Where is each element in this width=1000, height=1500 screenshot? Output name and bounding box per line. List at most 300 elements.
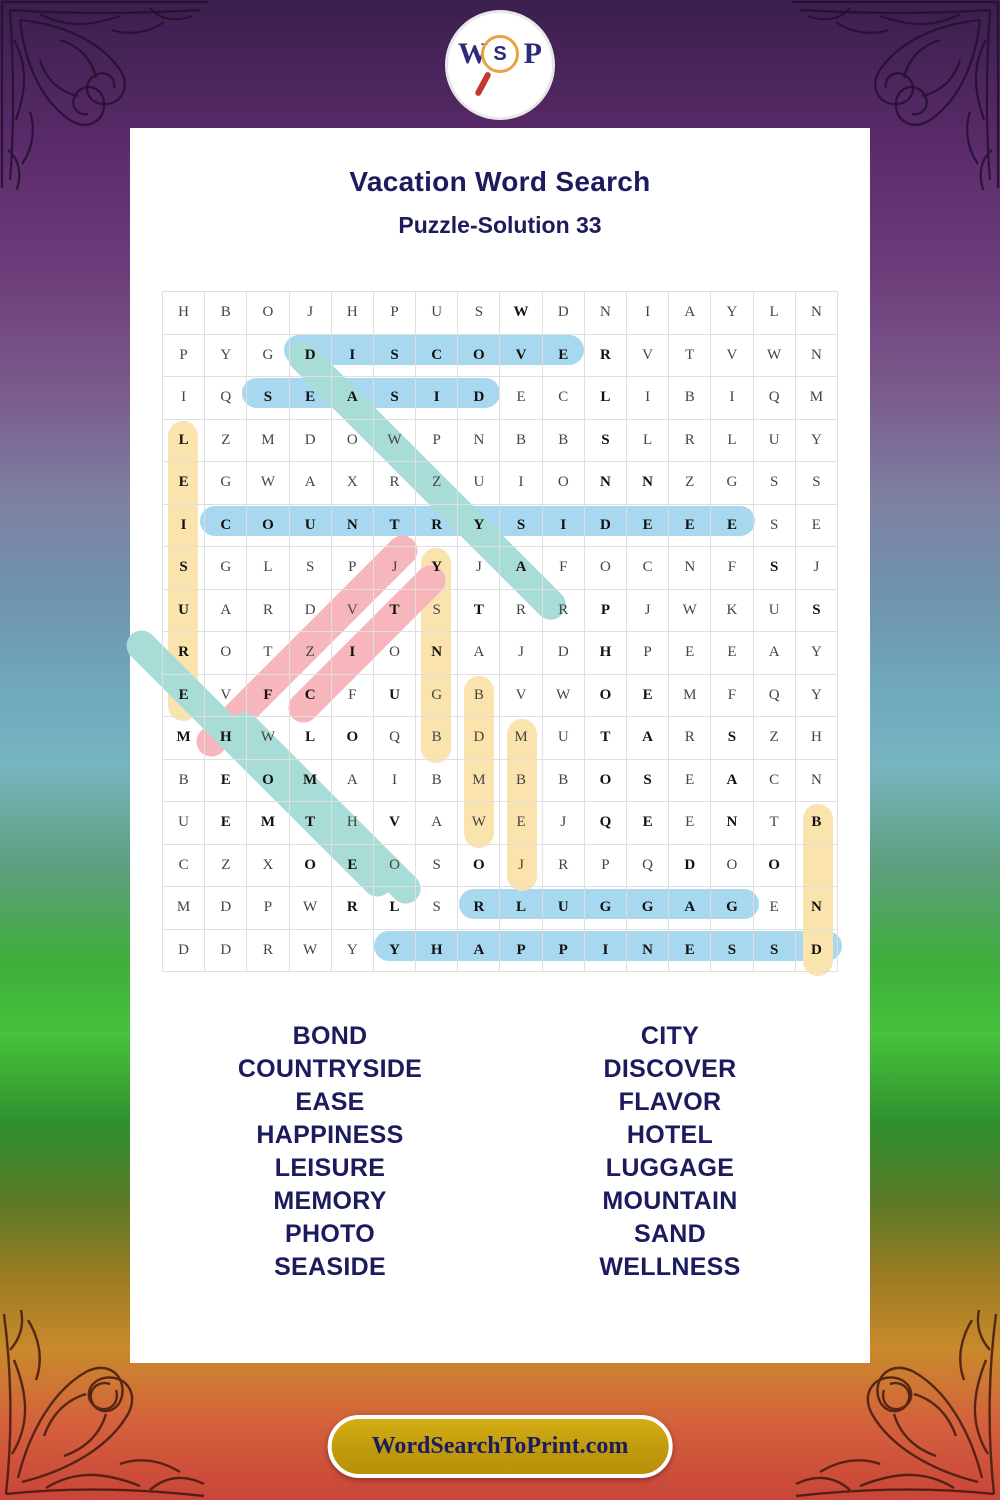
grid-cell[interactable]: A (753, 632, 795, 675)
grid-cell[interactable]: B (458, 674, 500, 717)
grid-cell[interactable]: X (331, 462, 373, 505)
grid-cell[interactable]: L (247, 547, 289, 590)
grid-cell[interactable]: L (627, 419, 669, 462)
grid-cell[interactable]: H (163, 292, 205, 335)
grid-row (163, 504, 838, 547)
site-logo (445, 10, 555, 120)
grid-cell[interactable]: H (331, 292, 373, 335)
grid-cell[interactable]: A (669, 887, 711, 930)
word-list-item: DISCOVER (603, 1055, 737, 1083)
grid-cell[interactable]: E (627, 504, 669, 547)
grid-cell[interactable]: I (373, 759, 415, 802)
grid-cell[interactable]: A (627, 717, 669, 760)
grid-cell[interactable]: D (458, 377, 500, 420)
grid-cell[interactable]: Y (416, 547, 458, 590)
grid-cell[interactable]: R (669, 717, 711, 760)
grid-cell[interactable]: D (205, 929, 247, 972)
grid-cell[interactable]: P (584, 844, 626, 887)
grid-cell[interactable]: L (584, 377, 626, 420)
grid-cell[interactable]: Q (753, 674, 795, 717)
grid-cell[interactable]: Y (373, 929, 415, 972)
grid-cell[interactable]: U (458, 462, 500, 505)
word-list-item: SAND (633, 1220, 707, 1248)
grid-cell[interactable]: L (753, 292, 795, 335)
grid-cell[interactable]: F (711, 674, 753, 717)
grid-cell[interactable]: E (795, 504, 837, 547)
grid-cell[interactable]: W (289, 929, 331, 972)
grid-cell[interactable]: S (247, 377, 289, 420)
grid-cell[interactable]: I (711, 377, 753, 420)
grid-cell[interactable]: D (542, 632, 584, 675)
grid-cell[interactable]: T (669, 334, 711, 377)
grid-cell[interactable] (795, 844, 837, 887)
grid-cell[interactable]: O (247, 759, 289, 802)
grid-cell[interactable]: I (331, 632, 373, 675)
word-list (180, 1020, 820, 1284)
grid-cell[interactable]: L (711, 419, 753, 462)
grid-cell[interactable]: S (711, 717, 753, 760)
word-list-column-right (520, 1020, 820, 1284)
website-button[interactable] (328, 1415, 673, 1478)
grid-cell[interactable]: O (247, 504, 289, 547)
grid-cell[interactable]: V (711, 334, 753, 377)
word-list-item: PHOTO (285, 1220, 375, 1248)
grid-cell[interactable]: J (373, 547, 415, 590)
grid-cell[interactable]: R (542, 589, 584, 632)
grid-cell[interactable]: S (373, 377, 415, 420)
grid-cell[interactable]: L (373, 887, 415, 930)
grid-cell[interactable]: B (795, 802, 837, 845)
grid-row (163, 844, 838, 887)
grid-cell[interactable]: R (669, 419, 711, 462)
grid-cell[interactable]: G (416, 674, 458, 717)
page-title: Vacation Word Search (349, 166, 651, 197)
grid-cell[interactable]: Y (205, 334, 247, 377)
grid-cell[interactable]: R (584, 334, 626, 377)
grid-cell[interactable]: A (289, 462, 331, 505)
grid-row (163, 419, 838, 462)
grid-cell[interactable]: B (542, 759, 584, 802)
grid-cell[interactable]: C (753, 759, 795, 802)
grid-cell[interactable]: I (542, 504, 584, 547)
grid-cell[interactable]: V (500, 334, 542, 377)
grid-cell[interactable]: S (163, 547, 205, 590)
grid-cell[interactable]: A (458, 632, 500, 675)
grid-cell[interactable]: P (542, 929, 584, 972)
grid-cell[interactable]: H (416, 929, 458, 972)
grid-cell[interactable]: M (669, 674, 711, 717)
word-list-item: CITY (640, 1022, 700, 1050)
word-search-grid[interactable] (162, 291, 838, 972)
grid-cell[interactable]: A (205, 589, 247, 632)
grid-cell[interactable]: Z (289, 632, 331, 675)
grid-cell[interactable]: N (795, 759, 837, 802)
grid-cell[interactable]: D (163, 929, 205, 972)
grid-cell[interactable]: U (373, 674, 415, 717)
grid-cell[interactable]: I (627, 292, 669, 335)
grid-cell[interactable]: Z (753, 717, 795, 760)
grid-cell[interactable]: D (584, 504, 626, 547)
grid-cell[interactable]: N (627, 929, 669, 972)
grid-cell[interactable]: O (584, 547, 626, 590)
grid-cell[interactable]: Y (711, 292, 753, 335)
grid-cell[interactable]: Z (205, 844, 247, 887)
grid-cell[interactable]: U (163, 589, 205, 632)
word-list-item: HOTEL (626, 1121, 714, 1149)
grid-cell[interactable]: E (331, 844, 373, 887)
grid-cell[interactable]: P (500, 929, 542, 972)
grid-row (163, 589, 838, 632)
grid-cell[interactable]: S (795, 589, 837, 632)
grid-cell[interactable]: P (247, 887, 289, 930)
grid-cell[interactable]: Z (669, 462, 711, 505)
word-list-column-left (180, 1020, 480, 1284)
grid-cell[interactable]: J (289, 292, 331, 335)
grid-cell[interactable]: Q (373, 717, 415, 760)
grid-row (163, 334, 838, 377)
grid-cell[interactable]: G (711, 462, 753, 505)
grid-cell[interactable]: F (711, 547, 753, 590)
grid-cell[interactable]: C (205, 504, 247, 547)
grid-cell[interactable]: O (331, 419, 373, 462)
grid-cell[interactable]: U (753, 419, 795, 462)
grid-cell[interactable]: E (163, 674, 205, 717)
grid-cell[interactable]: B (500, 759, 542, 802)
grid-cell[interactable]: E (163, 462, 205, 505)
grid-cell[interactable]: M (247, 802, 289, 845)
grid-cell[interactable]: S (416, 887, 458, 930)
grid-cell[interactable]: J (627, 589, 669, 632)
grid-cell[interactable]: D (289, 589, 331, 632)
grid-cell[interactable]: T (247, 632, 289, 675)
grid-cell[interactable]: R (247, 589, 289, 632)
grid-cell[interactable]: R (247, 929, 289, 972)
logo-letter-p: P (523, 37, 542, 70)
grid-cell[interactable]: R (373, 462, 415, 505)
grid-cell[interactable]: O (711, 844, 753, 887)
grid-cell[interactable]: Q (205, 377, 247, 420)
grid-cell[interactable]: D (205, 887, 247, 930)
grid-cell[interactable]: D (795, 929, 837, 972)
grid-cell[interactable]: J (500, 844, 542, 887)
logo-letter-w: W (458, 37, 488, 70)
grid-cell[interactable]: U (163, 802, 205, 845)
grid-cell[interactable]: N (795, 292, 837, 335)
grid-cell[interactable]: E (669, 504, 711, 547)
grid-cell[interactable]: N (331, 504, 373, 547)
grid-cell[interactable]: A (711, 759, 753, 802)
grid-cell[interactable]: E (627, 802, 669, 845)
grid-cell[interactable]: E (500, 377, 542, 420)
grid-cell[interactable]: O (584, 674, 626, 717)
grid-cell[interactable]: O (331, 717, 373, 760)
grid-row (163, 292, 838, 335)
grid-cell[interactable]: R (458, 887, 500, 930)
grid-cell[interactable]: R (416, 504, 458, 547)
grid-cell[interactable]: O (247, 292, 289, 335)
word-list-item: LEISURE (274, 1154, 386, 1182)
grid-cell[interactable]: G (584, 887, 626, 930)
grid-cell[interactable]: N (584, 462, 626, 505)
grid-cell[interactable]: B (416, 717, 458, 760)
grid-cell[interactable]: R (542, 844, 584, 887)
grid-cell[interactable]: D (669, 844, 711, 887)
grid-cell[interactable]: O (373, 632, 415, 675)
grid-cell[interactable]: L (289, 717, 331, 760)
magnifier-icon (481, 35, 519, 73)
grid-cell[interactable]: Q (753, 377, 795, 420)
grid-cell[interactable]: H (584, 632, 626, 675)
word-list-item: LUGGAGE (605, 1154, 735, 1182)
grid-cell[interactable]: Y (795, 674, 837, 717)
grid-cell[interactable]: S (753, 929, 795, 972)
grid-cell[interactable]: S (416, 589, 458, 632)
word-list-item: MOUNTAIN (602, 1187, 738, 1215)
grid-cell[interactable]: E (669, 759, 711, 802)
grid-cell[interactable]: A (416, 802, 458, 845)
puzzle-sheet (130, 128, 870, 1363)
grid-cell[interactable]: E (711, 504, 753, 547)
grid-cell[interactable]: P (373, 292, 415, 335)
grid-cell[interactable]: M (795, 377, 837, 420)
grid-cell[interactable]: G (205, 547, 247, 590)
grid-cell[interactable]: N (584, 292, 626, 335)
grid-cell[interactable]: T (289, 802, 331, 845)
grid-cell[interactable]: W (542, 674, 584, 717)
grid-row (163, 929, 838, 972)
grid-cell[interactable]: F (331, 674, 373, 717)
grid-cell[interactable]: C (542, 377, 584, 420)
grid-row (163, 632, 838, 675)
grid-cell[interactable]: O (373, 844, 415, 887)
grid-cell[interactable]: I (416, 377, 458, 420)
grid-cell[interactable]: U (753, 589, 795, 632)
grid-cell[interactable]: I (500, 462, 542, 505)
grid-cell[interactable]: N (711, 802, 753, 845)
grid-cell[interactable]: S (627, 759, 669, 802)
grid-cell[interactable]: H (331, 802, 373, 845)
grid-cell[interactable]: D (542, 292, 584, 335)
grid-cell[interactable]: J (795, 547, 837, 590)
grid-cell[interactable]: K (711, 589, 753, 632)
grid-cell[interactable]: I (331, 334, 373, 377)
grid-cell[interactable]: V (627, 334, 669, 377)
grid-cell[interactable]: Z (205, 419, 247, 462)
grid-cell[interactable]: Y (331, 929, 373, 972)
grid-cell[interactable]: O (753, 844, 795, 887)
grid-cell[interactable]: B (500, 419, 542, 462)
grid-cell[interactable]: Y (458, 504, 500, 547)
grid-cell[interactable]: I (627, 377, 669, 420)
grid-cell[interactable]: E (711, 632, 753, 675)
grid-cell[interactable]: M (289, 759, 331, 802)
grid-cell[interactable]: E (669, 929, 711, 972)
grid-cell[interactable]: W (373, 419, 415, 462)
grid-cell[interactable]: E (289, 377, 331, 420)
grid-cell[interactable]: M (458, 759, 500, 802)
grid-row (163, 759, 838, 802)
grid-cell[interactable]: V (331, 589, 373, 632)
grid-cell[interactable]: D (289, 419, 331, 462)
grid-row (163, 377, 838, 420)
grid-cell[interactable]: W (458, 802, 500, 845)
grid-cell[interactable]: L (163, 419, 205, 462)
grid-cell[interactable]: S (753, 504, 795, 547)
grid-cell[interactable]: M (163, 887, 205, 930)
grid-row (163, 802, 838, 845)
grid-cell[interactable]: O (458, 844, 500, 887)
grid-cell[interactable]: S (753, 462, 795, 505)
grid-cell[interactable]: M (247, 419, 289, 462)
grid-cell[interactable]: M (500, 717, 542, 760)
grid-cell[interactable]: O (205, 632, 247, 675)
grid-cell[interactable]: P (163, 334, 205, 377)
grid-cell[interactable]: C (416, 334, 458, 377)
grid-cell[interactable]: E (205, 759, 247, 802)
grid-row (163, 887, 838, 930)
grid-cell[interactable]: G (205, 462, 247, 505)
grid-cell[interactable]: T (373, 589, 415, 632)
grid-cell[interactable]: Q (627, 844, 669, 887)
grid-cell[interactable]: F (542, 547, 584, 590)
grid-cell[interactable]: U (542, 887, 584, 930)
grid-cell[interactable]: N (458, 419, 500, 462)
grid-cell[interactable]: A (331, 377, 373, 420)
word-list-item: COUNTRYSIDE (237, 1055, 423, 1083)
word-list-item: BOND (292, 1022, 368, 1050)
grid-cell[interactable]: O (584, 759, 626, 802)
website-label: WordSearchToPrint.com (371, 1433, 629, 1459)
grid-cell[interactable]: W (669, 589, 711, 632)
grid-cell[interactable]: E (500, 802, 542, 845)
grid-cell[interactable]: N (669, 547, 711, 590)
grid-cell[interactable]: V (205, 674, 247, 717)
grid-cell[interactable]: O (289, 844, 331, 887)
grid-cell[interactable]: O (542, 462, 584, 505)
grid-cell[interactable]: N (795, 334, 837, 377)
grid-cell[interactable]: R (331, 887, 373, 930)
grid-cell[interactable]: U (542, 717, 584, 760)
grid-cell[interactable]: M (163, 717, 205, 760)
grid-cell[interactable]: W (247, 717, 289, 760)
grid-cell[interactable]: S (795, 462, 837, 505)
grid-row (163, 674, 838, 717)
grid-cell[interactable]: N (627, 462, 669, 505)
grid-cell[interactable]: N (795, 887, 837, 930)
grid-cell[interactable]: L (500, 887, 542, 930)
grid-cell[interactable]: T (373, 504, 415, 547)
grid-cell[interactable]: E (669, 632, 711, 675)
grid-row (163, 547, 838, 590)
grid-cell[interactable]: C (627, 547, 669, 590)
grid-cell[interactable]: E (669, 802, 711, 845)
grid-cell[interactable]: V (500, 674, 542, 717)
grid-cell[interactable]: S (584, 419, 626, 462)
grid-cell[interactable]: D (458, 717, 500, 760)
grid-cell[interactable]: Y (795, 632, 837, 675)
grid-cell[interactable]: P (416, 419, 458, 462)
grid-cell[interactable]: P (627, 632, 669, 675)
grid-cell[interactable]: A (331, 759, 373, 802)
grid-cell[interactable]: A (669, 292, 711, 335)
grid-cell[interactable]: C (289, 674, 331, 717)
grid-cell[interactable]: C (163, 844, 205, 887)
grid-cell[interactable]: E (627, 674, 669, 717)
grid-cell[interactable]: Y (795, 419, 837, 462)
grid-cell[interactable]: J (500, 632, 542, 675)
grid-cell[interactable]: G (247, 334, 289, 377)
word-list-item: SEASIDE (274, 1253, 386, 1281)
grid-cell[interactable]: J (542, 802, 584, 845)
grid-cell[interactable]: B (669, 377, 711, 420)
grid-cell[interactable]: H (795, 717, 837, 760)
grid-cell[interactable]: R (500, 589, 542, 632)
grid-cell[interactable]: T (584, 717, 626, 760)
grid-cell[interactable]: S (753, 547, 795, 590)
grid-cell[interactable]: U (289, 504, 331, 547)
grid-cell[interactable]: A (500, 547, 542, 590)
grid-cell[interactable]: G (627, 887, 669, 930)
grid-cell[interactable]: D (289, 334, 331, 377)
grid-cell[interactable]: W (500, 292, 542, 335)
grid-cell[interactable]: B (416, 759, 458, 802)
word-list-item: WELLNESS (599, 1253, 741, 1281)
grid-cell[interactable]: J (458, 547, 500, 590)
grid-cell[interactable]: W (289, 887, 331, 930)
grid-cell[interactable]: I (163, 377, 205, 420)
grid-cell[interactable]: A (458, 929, 500, 972)
grid-cell[interactable]: V (373, 802, 415, 845)
grid-cell[interactable]: B (205, 292, 247, 335)
grid-cell[interactable]: S (711, 929, 753, 972)
grid-row (163, 462, 838, 505)
grid-cell[interactable]: B (542, 419, 584, 462)
grid-cell[interactable]: X (247, 844, 289, 887)
grid-cell[interactable]: S (416, 844, 458, 887)
grid-cell[interactable]: E (542, 334, 584, 377)
grid-cell[interactable]: W (753, 334, 795, 377)
word-list-item: FLAVOR (618, 1088, 722, 1116)
grid-cell[interactable]: S (373, 334, 415, 377)
grid-cell[interactable]: T (753, 802, 795, 845)
grid-cell[interactable]: E (205, 802, 247, 845)
grid-cell[interactable]: U (416, 292, 458, 335)
grid-cell[interactable]: T (458, 589, 500, 632)
page-subtitle: Puzzle-Solution 33 (398, 212, 602, 238)
grid-cell[interactable]: I (584, 929, 626, 972)
word-list-item: MEMORY (273, 1187, 387, 1215)
grid-cell[interactable]: E (753, 887, 795, 930)
grid-cell[interactable]: S (500, 504, 542, 547)
grid-cell[interactable]: H (205, 717, 247, 760)
grid-cell[interactable]: Q (584, 802, 626, 845)
grid-cell[interactable]: F (247, 674, 289, 717)
grid-cell[interactable]: G (711, 887, 753, 930)
grid-cell[interactable]: W (247, 462, 289, 505)
grid-cell[interactable]: O (458, 334, 500, 377)
word-search-grid-wrapper (162, 291, 838, 972)
grid-cell[interactable]: Z (416, 462, 458, 505)
grid-cell[interactable]: P (331, 547, 373, 590)
grid-cell[interactable]: B (163, 759, 205, 802)
grid-cell[interactable]: S (289, 547, 331, 590)
grid-cell[interactable]: P (584, 589, 626, 632)
word-list-item: EASE (295, 1088, 365, 1116)
grid-cell[interactable]: N (416, 632, 458, 675)
grid-cell[interactable]: I (163, 504, 205, 547)
grid-cell[interactable]: R (163, 632, 205, 675)
grid-cell[interactable]: S (458, 292, 500, 335)
